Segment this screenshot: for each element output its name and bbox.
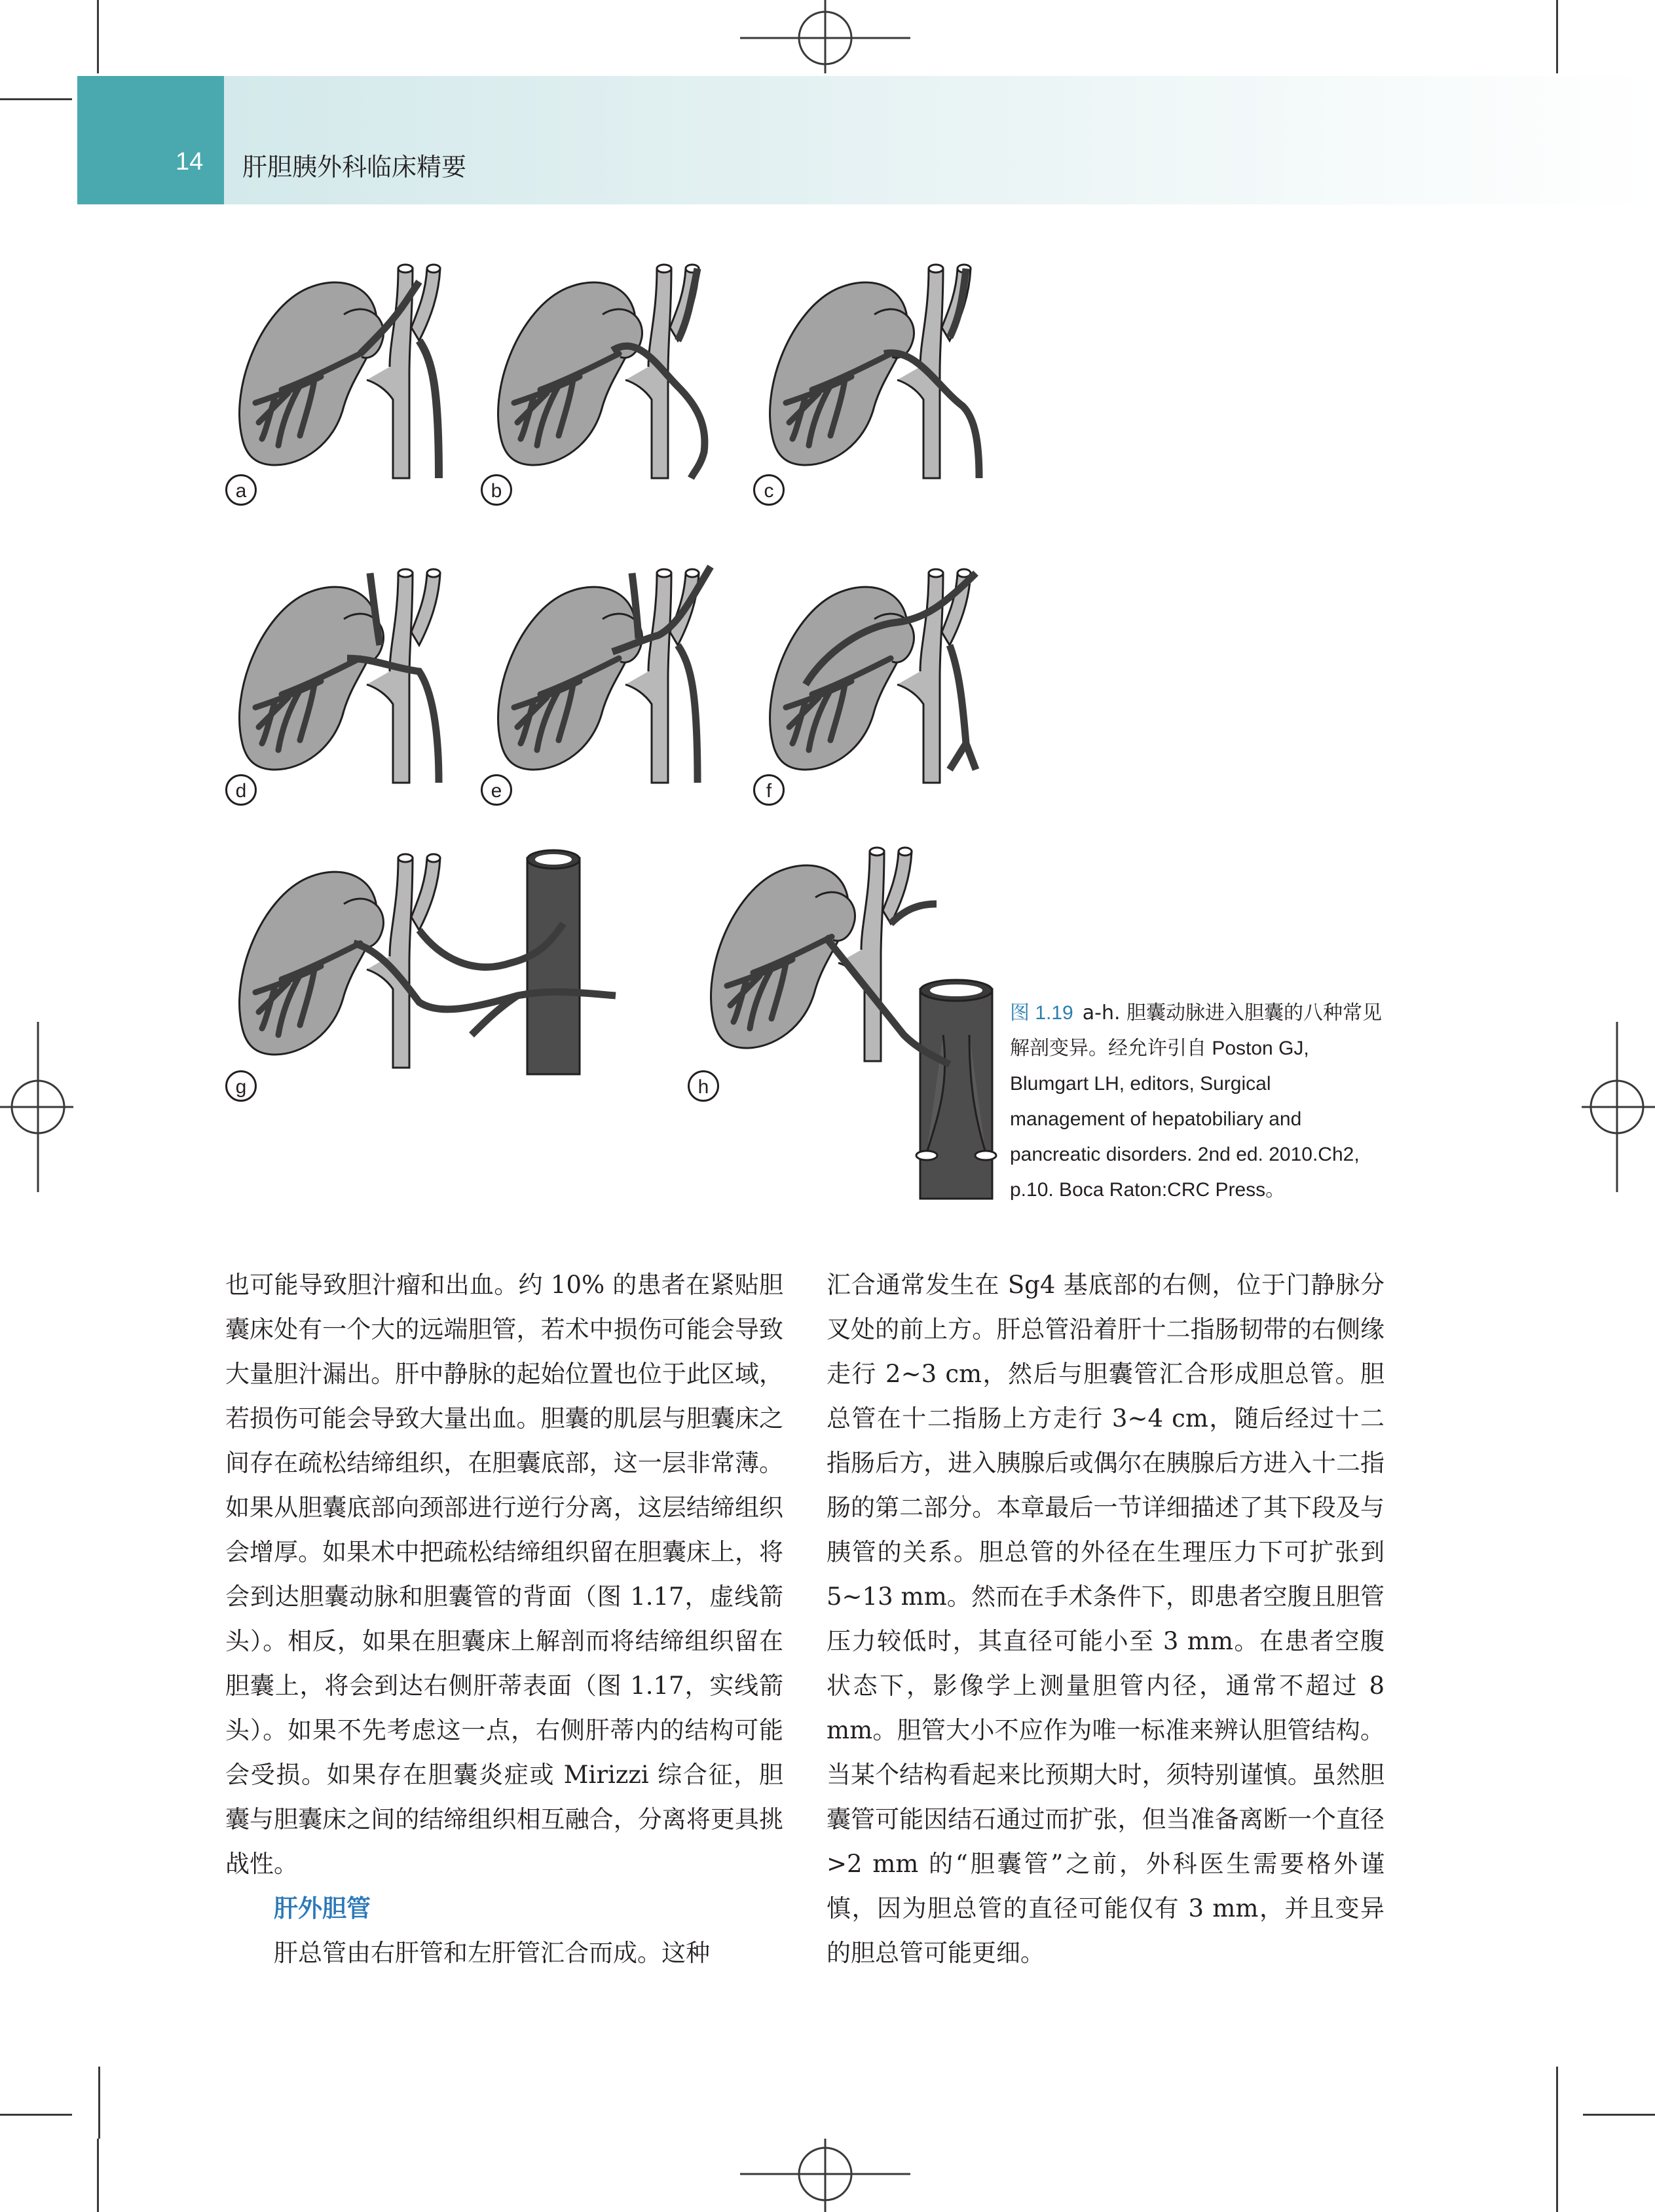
crop-mark	[0, 2114, 72, 2116]
registration-mark-icon	[740, 0, 910, 73]
page-number-tab	[77, 76, 224, 204]
body-paragraph: 汇合通常发生在 Sg4 基底部的右侧，位于门静脉分叉处的前上方。肝总管沿着肝十二指肠韧带的右侧缘走行 2~3 cm，然后与胆囊管汇合形成胆总管。胆总管在十二指肠上方走行 3~4 cm，随后经过十二指肠后方，进入胰腺后或偶尔在胰腺后方进入十二指肠的第二部分。本章最后一节详细描述了其下段及与胰管的关系。胆总管的外径在生理压力下可扩张到 5~13 mm。然而在手术条件下，即患者空腹且胆管压力较低时，其直径可能小至 3 mm。在患者空腹状态下，影像学上测量胆管内径，通常不超过 8 mm。胆管大小不应作为唯一标准来辨认胆管结构。当某个结构看起来比预期大时，须特别谨慎。虽然胆囊管可能因结石通过而扩张，但当准备离断一个直径 >2 mm 的“胆囊管”之前，外科医生需要格外谨慎，因为胆总管的直径可能仅有 3 mm，并且变异的胆总管可能更细。	[827, 1271, 1385, 1967]
registration-mark-icon	[0, 1022, 73, 1192]
running-header-band	[77, 76, 1655, 204]
figure-panel-f	[753, 560, 1015, 796]
body-paragraph: 也可能导致胆汁瘤和出血。约 10% 的患者在紧贴胆囊床处有一个大的远端胆管，若术中损伤可能会导致大量胆汁漏出。肝中静脉的起始位置也位于此区域，若损伤可能会导致大量出血。胆囊的肌层与胆囊床之间存在疏松结缔组织，在胆囊底部，这一层非常薄。如果从胆囊底部向颈部进行逆行分离，这层结缔组织会增厚。如果术中把疏松结缔组织留在胆囊床上，将会到达胆囊动脉和胆囊管的背面（图 1.17，虚线箭头）。相反，如果在胆囊床上解剖而将结缔组织留在胆囊上，将会到达右侧肝蒂表面（图 1.17，实线箭头）。如果不先考虑这一点，右侧肝蒂内的结构可能会受损。如果存在胆囊炎症或 Mirizzi 综合征，胆囊与胆囊床之间的结缔组织相互融合，分离将更具挑战性。	[225, 1271, 783, 1878]
crop-mark	[98, 2067, 100, 2139]
crop-mark	[1556, 0, 1558, 73]
figure-panel-a	[223, 255, 485, 491]
figure-title: a-h. 胆囊动脉进入胆囊的八种常见解剖变异。经允许引自	[1010, 1002, 1383, 1060]
panel-label: e	[481, 774, 512, 806]
crop-mark	[97, 0, 99, 73]
panel-label: b	[481, 474, 512, 506]
figure-panel-h	[694, 838, 1009, 1205]
left-column	[225, 1263, 783, 1976]
registration-mark-icon	[740, 2139, 910, 2212]
figure-panel-e	[481, 560, 743, 796]
crop-mark	[1583, 2114, 1655, 2116]
crop-mark	[97, 2139, 99, 2212]
figure-source: Poston GJ, Blumgart LH, editors, Surgical management of hepatobiliary and pancreatic disorders. 2nd ed. 2010.Ch2, p.10. Boca Raton:CRC Press。	[1010, 1038, 1360, 1201]
figure-caption	[1010, 996, 1390, 1208]
crop-mark	[0, 98, 72, 100]
section-heading: 肝外胆管	[274, 1894, 371, 1922]
figure-number: 图 1.19	[1010, 1002, 1073, 1024]
figure-panel-c	[753, 255, 1015, 491]
body-paragraph: 肝总管由右肝管和左肝管汇合而成。这种	[274, 1939, 710, 1967]
figure-panel-b	[481, 255, 743, 491]
panel-label: d	[225, 774, 257, 806]
figure-panel-g	[223, 845, 629, 1081]
panel-label: c	[753, 474, 785, 506]
panel-label: f	[753, 774, 785, 806]
panel-label: h	[688, 1070, 719, 1102]
panel-label: a	[225, 474, 257, 506]
right-column	[827, 1263, 1385, 1976]
running-title: 肝胆胰外科临床精要	[242, 153, 467, 181]
registration-mark-icon	[1582, 1022, 1655, 1192]
panel-label: g	[225, 1070, 257, 1102]
page-number: 14	[176, 148, 204, 176]
crop-mark	[1556, 2139, 1558, 2212]
figure-panel-d	[223, 560, 485, 796]
crop-mark	[1556, 2067, 1558, 2139]
